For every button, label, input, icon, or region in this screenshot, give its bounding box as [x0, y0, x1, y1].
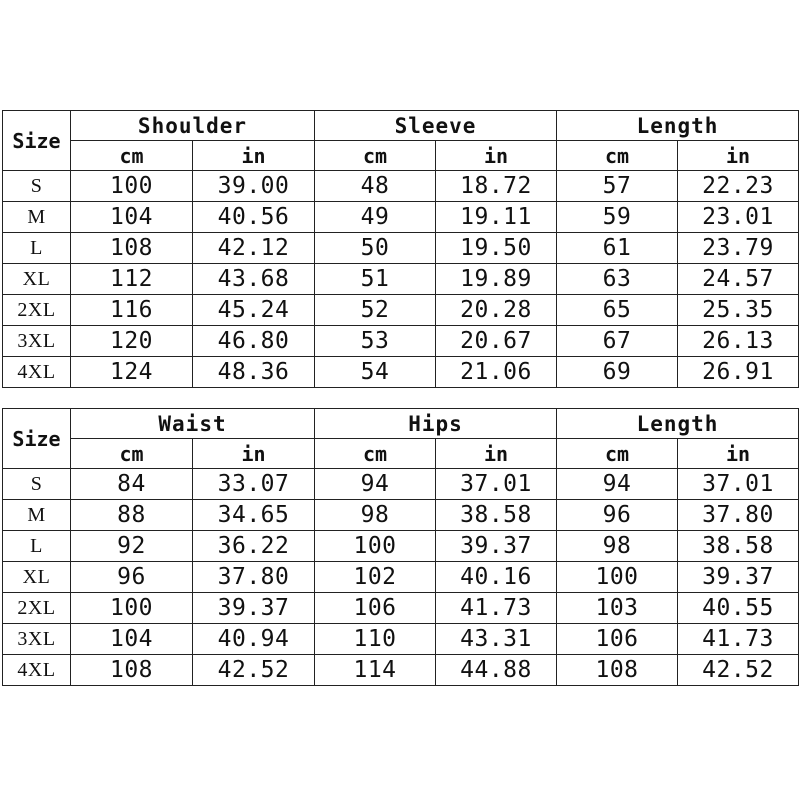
cm-value-cell: 69 [557, 357, 678, 388]
unit-header-in: in [193, 439, 315, 469]
cm-value-cell: 112 [71, 264, 193, 295]
in-value-cell: 44.88 [436, 655, 557, 686]
table-row [3, 264, 799, 295]
cm-value-cell: 94 [315, 469, 436, 500]
waist-header: Waist [71, 409, 315, 439]
bottom-size-chart [2, 408, 799, 686]
in-value-cell: 21.06 [436, 357, 557, 388]
cm-value-cell: 104 [71, 202, 193, 233]
in-value-cell: 45.24 [193, 295, 315, 326]
in-value-cell: 19.89 [436, 264, 557, 295]
in-value-cell: 43.68 [193, 264, 315, 295]
cm-value-cell: 124 [71, 357, 193, 388]
table-row [3, 531, 799, 562]
cm-value-cell: 65 [557, 295, 678, 326]
cm-value-cell: 114 [315, 655, 436, 686]
cm-value-cell: 59 [557, 202, 678, 233]
table-row [3, 593, 799, 624]
unit-header-in: in [193, 141, 315, 171]
in-value-cell: 42.52 [193, 655, 315, 686]
size-cell: 2XL [3, 295, 71, 326]
in-value-cell: 20.28 [436, 295, 557, 326]
table-row [3, 295, 799, 326]
unit-header-row [3, 141, 799, 171]
cm-value-cell: 108 [71, 233, 193, 264]
cm-value-cell: 52 [315, 295, 436, 326]
in-value-cell: 34.65 [193, 500, 315, 531]
in-value-cell: 40.16 [436, 562, 557, 593]
cm-value-cell: 96 [71, 562, 193, 593]
size-cell: S [3, 469, 71, 500]
size-cell: M [3, 500, 71, 531]
in-value-cell: 26.91 [678, 357, 799, 388]
cm-value-cell: 120 [71, 326, 193, 357]
unit-header-row [3, 439, 799, 469]
table-row [3, 326, 799, 357]
in-value-cell: 39.37 [436, 531, 557, 562]
size-cell: XL [3, 264, 71, 295]
in-value-cell: 39.37 [678, 562, 799, 593]
size-header: Size [3, 111, 71, 171]
unit-header-in: in [436, 439, 557, 469]
cm-value-cell: 102 [315, 562, 436, 593]
cm-value-cell: 110 [315, 624, 436, 655]
table-row [3, 500, 799, 531]
cm-value-cell: 100 [557, 562, 678, 593]
in-value-cell: 40.55 [678, 593, 799, 624]
cm-value-cell: 106 [557, 624, 678, 655]
table-row [3, 469, 799, 500]
table-row [3, 562, 799, 593]
cm-value-cell: 63 [557, 264, 678, 295]
size-cell: 3XL [3, 624, 71, 655]
table-row [3, 202, 799, 233]
cm-value-cell: 67 [557, 326, 678, 357]
size-cell: L [3, 233, 71, 264]
cm-value-cell: 61 [557, 233, 678, 264]
unit-header-cm: cm [315, 439, 436, 469]
unit-header-cm: cm [71, 439, 193, 469]
in-value-cell: 19.11 [436, 202, 557, 233]
in-value-cell: 20.67 [436, 326, 557, 357]
cm-value-cell: 108 [71, 655, 193, 686]
in-value-cell: 36.22 [193, 531, 315, 562]
cm-value-cell: 98 [557, 531, 678, 562]
cm-value-cell: 106 [315, 593, 436, 624]
cm-value-cell: 51 [315, 264, 436, 295]
in-value-cell: 19.50 [436, 233, 557, 264]
unit-header-in: in [436, 141, 557, 171]
size-cell: 3XL [3, 326, 71, 357]
in-value-cell: 38.58 [436, 500, 557, 531]
cm-value-cell: 100 [71, 171, 193, 202]
table-row [3, 357, 799, 388]
unit-header-cm: cm [557, 141, 678, 171]
length-header: Length [557, 409, 799, 439]
cm-value-cell: 103 [557, 593, 678, 624]
cm-value-cell: 49 [315, 202, 436, 233]
cm-value-cell: 53 [315, 326, 436, 357]
in-value-cell: 42.12 [193, 233, 315, 264]
cm-value-cell: 48 [315, 171, 436, 202]
table-row [3, 233, 799, 264]
size-cell: 2XL [3, 593, 71, 624]
in-value-cell: 18.72 [436, 171, 557, 202]
cm-value-cell: 100 [315, 531, 436, 562]
in-value-cell: 37.01 [678, 469, 799, 500]
in-value-cell: 33.07 [193, 469, 315, 500]
size-cell: S [3, 171, 71, 202]
shoulder-header: Shoulder [71, 111, 315, 141]
in-value-cell: 43.31 [436, 624, 557, 655]
top-size-chart-body [3, 171, 799, 388]
in-value-cell: 41.73 [678, 624, 799, 655]
size-cell: 4XL [3, 357, 71, 388]
top-size-chart [2, 110, 799, 388]
group-header-row [3, 409, 799, 439]
cm-value-cell: 92 [71, 531, 193, 562]
cm-value-cell: 54 [315, 357, 436, 388]
cm-value-cell: 50 [315, 233, 436, 264]
cm-value-cell: 104 [71, 624, 193, 655]
unit-header-in: in [678, 439, 799, 469]
unit-header-cm: cm [315, 141, 436, 171]
in-value-cell: 42.52 [678, 655, 799, 686]
length-header: Length [557, 111, 799, 141]
hips-header: Hips [315, 409, 557, 439]
cm-value-cell: 57 [557, 171, 678, 202]
size-cell: XL [3, 562, 71, 593]
in-value-cell: 23.79 [678, 233, 799, 264]
cm-value-cell: 84 [71, 469, 193, 500]
in-value-cell: 26.13 [678, 326, 799, 357]
in-value-cell: 23.01 [678, 202, 799, 233]
table-row [3, 624, 799, 655]
in-value-cell: 38.58 [678, 531, 799, 562]
in-value-cell: 22.23 [678, 171, 799, 202]
cm-value-cell: 116 [71, 295, 193, 326]
cm-value-cell: 88 [71, 500, 193, 531]
unit-header-cm: cm [557, 439, 678, 469]
in-value-cell: 37.01 [436, 469, 557, 500]
in-value-cell: 48.36 [193, 357, 315, 388]
in-value-cell: 40.56 [193, 202, 315, 233]
sleeve-header: Sleeve [315, 111, 557, 141]
size-cell: M [3, 202, 71, 233]
cm-value-cell: 100 [71, 593, 193, 624]
in-value-cell: 39.37 [193, 593, 315, 624]
in-value-cell: 40.94 [193, 624, 315, 655]
unit-header-in: in [678, 141, 799, 171]
cm-value-cell: 108 [557, 655, 678, 686]
in-value-cell: 39.00 [193, 171, 315, 202]
size-cell: 4XL [3, 655, 71, 686]
cm-value-cell: 98 [315, 500, 436, 531]
in-value-cell: 24.57 [678, 264, 799, 295]
in-value-cell: 37.80 [678, 500, 799, 531]
cm-value-cell: 94 [557, 469, 678, 500]
in-value-cell: 25.35 [678, 295, 799, 326]
group-header-row [3, 111, 799, 141]
in-value-cell: 37.80 [193, 562, 315, 593]
size-cell: L [3, 531, 71, 562]
in-value-cell: 41.73 [436, 593, 557, 624]
unit-header-cm: cm [71, 141, 193, 171]
table-row [3, 655, 799, 686]
size-header: Size [3, 409, 71, 469]
table-row [3, 171, 799, 202]
cm-value-cell: 96 [557, 500, 678, 531]
in-value-cell: 46.80 [193, 326, 315, 357]
bottom-size-chart-body [3, 469, 799, 686]
